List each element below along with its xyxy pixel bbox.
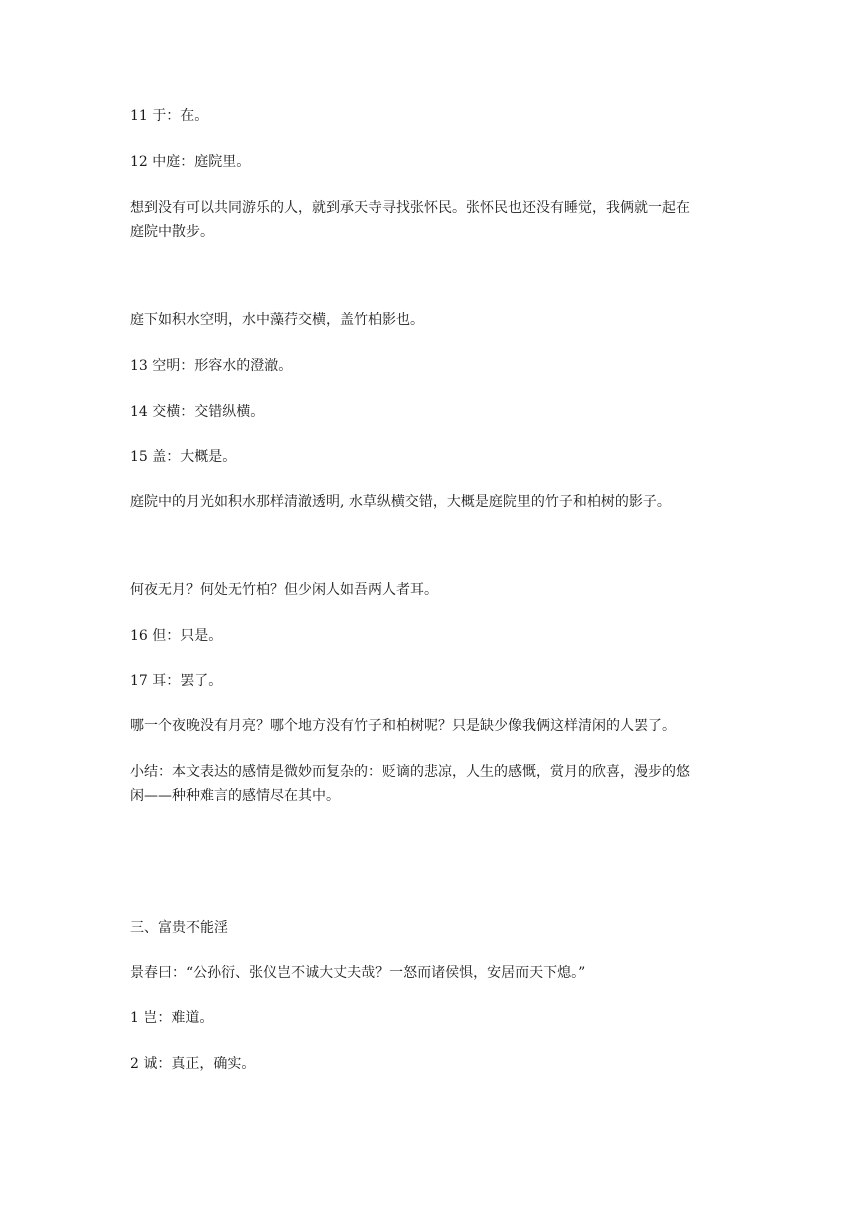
original-text-sentence-2: 庭下如积水空明，水中藻荇交横，盖竹柏影也。 (130, 312, 424, 328)
translation-paragraph-1-line-2: 庭院中散步。 (130, 224, 214, 240)
summary-line-1: 小结：本文表达的感情是微妙而复杂的：贬谪的悲凉，人生的感慨，赏月的欣喜，漫步的悠 (130, 764, 690, 780)
original-text-quote: 景春曰：“公孙衍、张仪岂不诚大丈夫哉？一怒而诸侯惧，安居而天下熄。” (130, 965, 586, 981)
annotation-13: 13 空明：形容水的澄澈。 (130, 358, 293, 374)
section-heading: 三、富贵不能淫 (130, 920, 228, 936)
annotation-2: 2 诚：真正，确实。 (130, 1056, 256, 1072)
translation-paragraph-3: 哪一个夜晚没有月亮？哪个地方没有竹子和柏树呢？只是缺少像我俩这样清闲的人罢了。 (130, 718, 676, 734)
annotation-12: 12 中庭：庭院里。 (130, 154, 251, 170)
annotation-14: 14 交横：交错纵横。 (130, 404, 265, 420)
translation-paragraph-1-line-1: 想到没有可以共同游乐的人，就到承天寺寻找张怀民。张怀民也还没有睡觉，我俩就一起在 (130, 200, 690, 216)
annotation-15: 15 盖：大概是。 (130, 449, 237, 465)
translation-paragraph-2: 庭院中的月光如积水那样清澈透明, 水草纵横交错，大概是庭院里的竹子和柏树的影子。 (130, 494, 671, 510)
annotation-1: 1 岂：难道。 (130, 1010, 214, 1026)
original-text-sentence-3: 何夜无月？何处无竹柏？但少闲人如吾两人者耳。 (130, 582, 438, 598)
annotation-11: 11 于：在。 (130, 108, 209, 124)
annotation-16: 16 但：只是。 (130, 628, 223, 644)
annotation-17: 17 耳：罢了。 (130, 673, 223, 689)
summary-line-2: 闲——种种难言的感情尽在其中。 (130, 788, 340, 804)
